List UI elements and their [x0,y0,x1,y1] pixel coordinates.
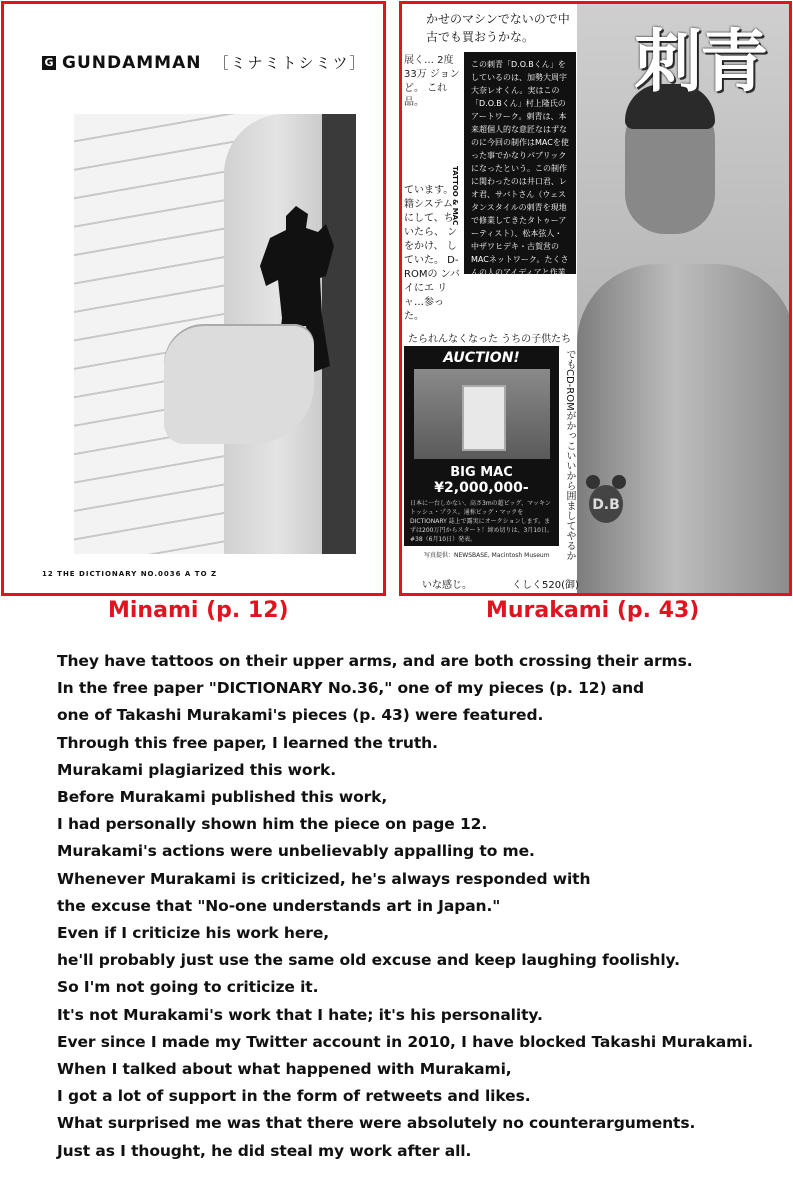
page-footer: 12 THE DICTIONARY NO.0036 A TO Z [42,570,218,578]
statement-line: I got a lot of support in the form of retweets and likes. [57,1087,531,1106]
statement-line: I had personally shown him the piece on page 12. [57,815,488,834]
big-mac-photo [414,369,550,459]
statement-line: They have tattoos on their upper arms, and are both crossing their arms. [57,652,693,670]
statement-line: Whenever Murakami is criticized, he's always responded with [57,869,591,888]
statement-line: Before Murakami published this work, [57,788,388,807]
caption-murakami: Murakami (p. 43) [486,598,700,623]
dob-tattoo-icon [585,474,627,526]
statement-line: So I'm not going to criticize it. [57,978,319,997]
article-text-box: この刺青「D.O.Bくん」をしているのは、加勢大周宇大奈レオくん。実はこの「D.O.Bくん」村上隆氏のアートワーク。刺青は、本来超個人的な意匠なはずなのに今回の制作はMACを使った事でかなりパブリックになったという。この制作に関わったのは井口君、レオ君、サバトさん（ウェスタンスタイルの刺青を現地で修業してきたタトゥーアーティスト）、松本弦人・中ザワヒデキ・古賀営のMACネットワーク。たくさんの人のアイディアと作業の末、レオ君のBADなイメージとPRETTYな世界がここで融合した [464,52,576,274]
caption-minami: Minami (p. 12) [108,598,289,623]
statement-line: When I talked about what happened with Murakami, [57,1060,512,1079]
auction-price: ¥2,000,000- [434,480,529,496]
handwritten-note-kids: たられんなくなった うちの子供たち [408,334,572,345]
handwritten-note-left: 展く… 2度 33万 ジョン ど。 これ 品。 [404,55,460,108]
statement-line: Ever since I made my Twitter account in 2010, I have blocked Takashi Murakami. [57,1032,754,1051]
statement-line: Even if I criticize his work here, [57,924,330,943]
minami-arm-photo [74,114,356,554]
handwritten-signature-note: くしく520(御) [512,580,579,591]
handwritten-note-vertical: でもCD-ROMがかっこいいから囲ましてやるか [564,349,575,561]
model-torso [577,264,792,596]
auction-label: AUCTION! [443,350,520,366]
minami-page-scan [1,1,386,596]
statement-line: Murakami plagiarized this work. [57,760,336,779]
magazine-logo-icon: G [42,56,56,70]
statement-text [57,648,787,1165]
statement-line: Just as I thought, he did steal my work after all. [57,1141,472,1160]
handwritten-note-bottom: いな感じ。 [422,580,472,591]
photo-credit: 写真提供：NEWSBASE, Macintosh Museum [424,552,550,559]
statement-line: In the free paper "DICTIONARY No.36," one of my pieces (p. 12) and [57,679,645,698]
statement-line: one of Takashi Murakami's pieces (p. 43) were featured. [57,706,544,725]
tattoo-mac-label: TATTOO & MAC [451,166,459,226]
statement-line: It's not Murakami's work that I hate; it's his personality. [57,1005,543,1024]
crossed-hand [164,324,314,444]
auction-description: 日本に一台しかない、高さ3mの超ビッグ、マッキントッシュ・プラス。通称ビッグ・マックをDICTIONARY 誌上で露実にオークションします。まずは200万円からスタート！締め切りは、3月10日。#38（6月10日）発表。 [410,500,553,543]
statement-line: Through this free paper, I learned the truth. [57,733,438,752]
statement-line: the excuse that "No-one understands art in Japan." [57,896,501,915]
statement-line: What surprised me was that there were absolutely no counterarguments. [57,1114,696,1133]
dob-tattoo-text: D.B [592,497,620,513]
statement-line: Murakami's actions were unbelievably appalling to me. [57,842,535,861]
handwritten-note-top: かせのマシンでないので中古でも買おうかな。 [426,12,570,44]
magazine-page-subtitle: ［ミナミトシミツ］ [213,54,367,72]
magazine-header [42,52,367,73]
magazine-page-title: GUNDAMMAN [62,52,202,73]
auction-item-name: BIG MAC [450,465,513,480]
handwritten-note-middle: ています。 籍システム にして、ち いたら、 ンをかけ、 していた。 D-ROMの ンバイにエ リャ…参った。 [404,185,460,322]
auction-box [404,346,559,546]
statement-line: he'll probably just use the same old excuse and keep laughing foolishly. [57,951,680,970]
right-page-title: 刺青 [634,22,767,102]
murakami-page-scan [399,1,792,596]
big-mac-icon [462,385,506,451]
